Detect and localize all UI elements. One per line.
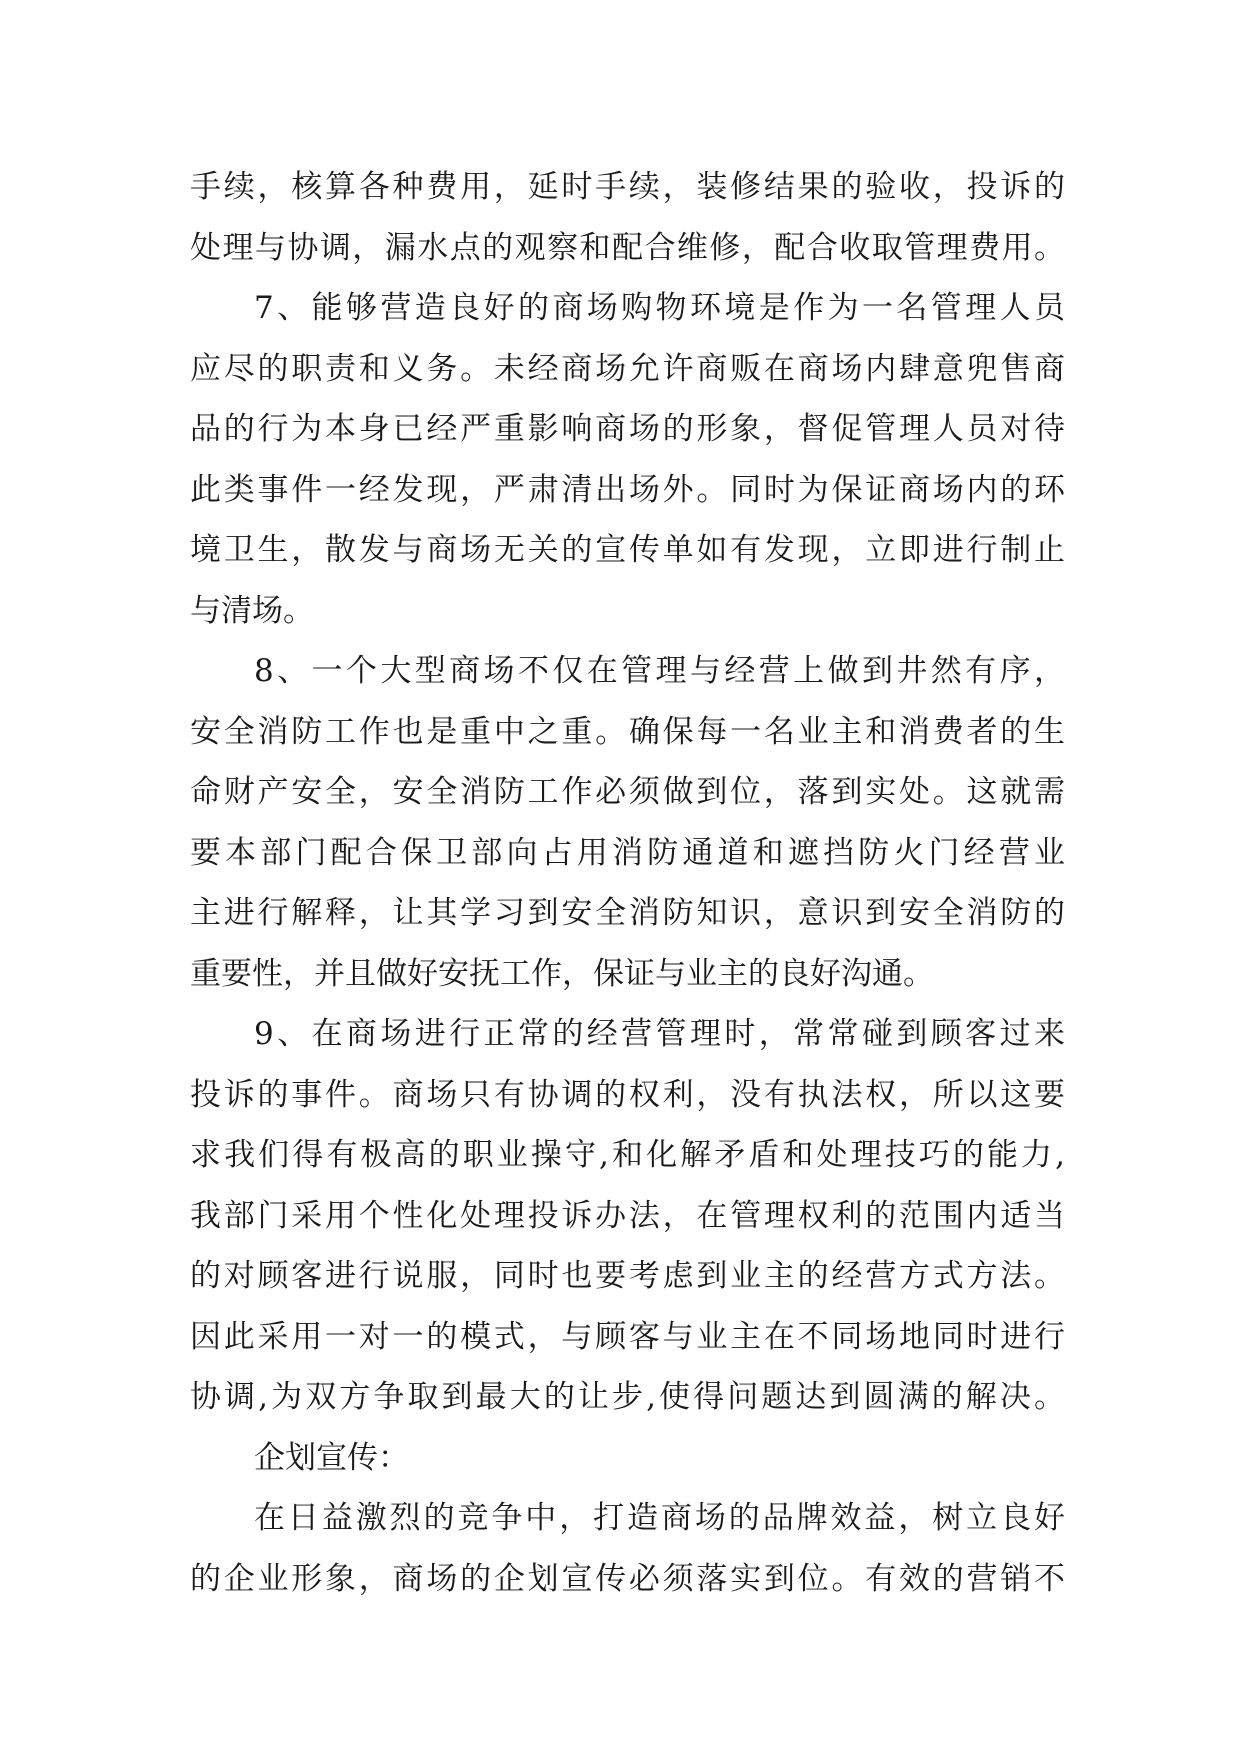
text-line: 的对顾客进行说服，同时也要考虑到业主的经营方式方法。 bbox=[190, 1258, 1065, 1294]
text-line: 命财产安全，安全消防工作必须做到位，落到实处。这就需 bbox=[190, 774, 1065, 810]
paragraph bbox=[190, 157, 1065, 278]
paragraph bbox=[190, 1488, 1065, 1609]
text-line: 9、在商场进行正常的经营管理时，常常碰到顾客过来 bbox=[254, 1016, 1065, 1052]
text-line: 要本部门配合保卫部向占用消防通道和遮挡防火门经营业 bbox=[190, 834, 1065, 871]
text-line: 重要性，并且做好安抚工作，保证与业主的良好沟通。 bbox=[190, 955, 934, 992]
text-line: 此类事件一经发现，严肃清出场外。同时为保证商场内的环 bbox=[190, 471, 1065, 508]
text-line: 的企业形象，商场的企划宣传必须落实到位。有效的营销不 bbox=[190, 1560, 1065, 1597]
text-line: 主进行解释，让其学习到安全消防知识，意识到安全消防的 bbox=[190, 895, 1065, 931]
text-line: 因此采用一对一的模式，与顾客与业主在不同场地同时进行 bbox=[190, 1318, 1065, 1355]
text-line: 协调,为双方争取到最大的让步,使得问题达到圆满的解决。 bbox=[190, 1379, 1065, 1415]
text-line: 7、能够营造良好的商场购物环境是作为一名管理人员 bbox=[254, 290, 1065, 326]
text-line: 安全消防工作也是重中之重。确保每一名业主和消费者的生 bbox=[190, 713, 1065, 750]
text-line: 品的行为本身已经严重影响商场的形象，督促管理人员对待 bbox=[190, 411, 1065, 447]
document-body bbox=[190, 157, 1065, 1609]
text-line: 处理与协调，漏水点的观察和配合维修，配合收取管理费用。 bbox=[190, 229, 1065, 266]
paragraph-item-7 bbox=[190, 278, 1065, 641]
text-line: 境卫生，散发与商场无关的宣传单如有发现，立即进行制止 bbox=[190, 532, 1065, 568]
text-line: 与清场。 bbox=[190, 592, 314, 629]
paragraph-item-9 bbox=[190, 1004, 1065, 1428]
text-line: 应尽的职责和义务。未经商场允许商贩在商场内肆意兜售商 bbox=[190, 350, 1065, 387]
text-line: 手续，核算各种费用，延时手续，装修结果的验收，投诉的 bbox=[190, 169, 1065, 205]
text-line: 8、一个大型商场不仅在管理与经营上做到井然有序， bbox=[254, 653, 1065, 689]
text-line: 求我们得有极高的职业操守,和化解矛盾和处理技巧的能力, bbox=[190, 1137, 1065, 1173]
text-line: 我部门采用个性化处理投诉办法，在管理权利的范围内适当 bbox=[190, 1197, 1065, 1234]
text-line: 在日益激烈的竞争中，打造商场的品牌效益，树立良好 bbox=[254, 1500, 1065, 1536]
text-line: 投诉的事件。商场只有协调的权利，没有执法权，所以这要 bbox=[190, 1076, 1065, 1113]
text-line: 企划宣传： bbox=[254, 1439, 409, 1476]
paragraph-item-8 bbox=[190, 641, 1065, 1004]
section-heading bbox=[190, 1428, 1065, 1489]
